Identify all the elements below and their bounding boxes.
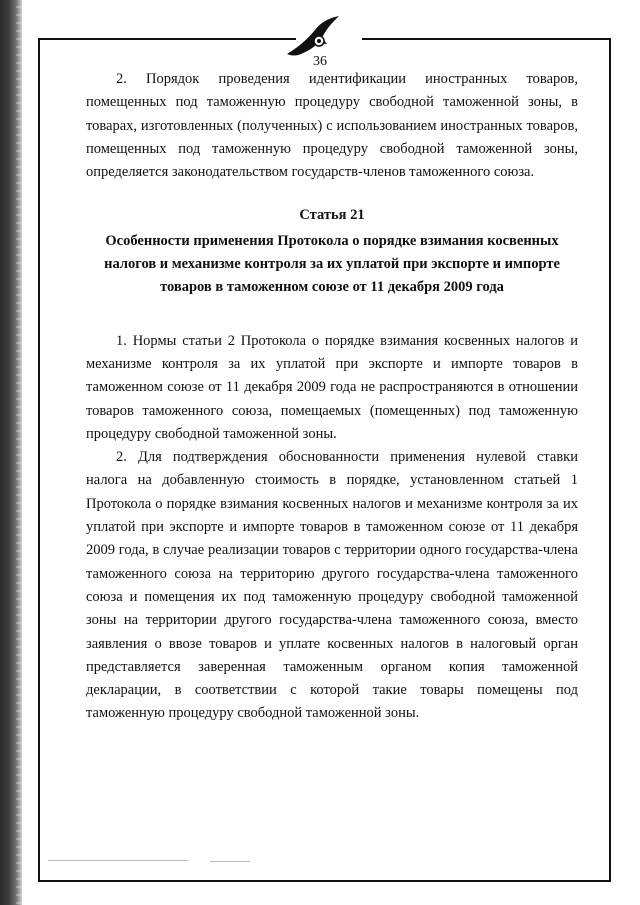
- article-paragraph-1: 1. Нормы статьи 2 Протокола о порядке взимания косвенных налогов и механизме контроля за их уплатой при экспорте и импорте товаров в таможенном союзе от 11 декабря 2009 года не распространяются в отношении товаров таможенного союза, помещаемых (помещенных) под таможенную процедуру свободной таможенной зоны.: [86, 332, 578, 442]
- scan-edge-shadow: [0, 0, 22, 905]
- scan-noise: [210, 861, 250, 862]
- frame-border-top-left: [38, 38, 296, 40]
- previous-article-paragraph-2: 2. Порядок проведения идентификации иностранных товаров, помещенных под таможенную процедуру свободной таможенной зоны, в товарах, изготовленных (полученных) с использованием иностранных товаров, помещенных под таможенную процедуру свободной таможенной зоны, определяется законодательством государств-членов таможенного союза.: [86, 71, 578, 181]
- scan-noise: [48, 860, 188, 861]
- frame-border-top-right: [362, 38, 611, 40]
- document-body: [86, 68, 578, 726]
- article-heading: Особенности применения Протокола о порядке взимания косвенных налогов и механизме контроля за их уплатой при экспорте и импорте товаров в таможенном союзе от 11 декабря 2009 года: [104, 232, 560, 296]
- article-paragraph-2: 2. Для подтверждения обоснованности применения нулевой ставки налога на добавленную стоимость в порядке, установленном статьей 1 Протокола о порядке взимания косвенных налогов и механизме контроля за их уплатой при экспорте и импорте товаров в таможенном союзе от 11 декабря 2009 года, в случае реализации товаров с территории одного государства-члена таможенного союза на территорию другого государства-члена таможенного союза и помещения их под таможенную процедуру свободной таможенной зоны на территории другого государства-члена таможенного союза, вместо заявления о ввозе товаров и уплате косвенных налогов в налоговый орган представляется заверенная таможенным органом копия таможенной декларации, в соответствии с которой такие товары помещены под таможенную процедуру свободной таможенной зоны.: [86, 449, 578, 722]
- article-number: Статья 21: [299, 207, 365, 224]
- frame-border-bottom: [38, 880, 611, 882]
- page-number: 36: [313, 54, 327, 69]
- frame-border-left: [38, 38, 40, 882]
- frame-border-right: [609, 38, 611, 882]
